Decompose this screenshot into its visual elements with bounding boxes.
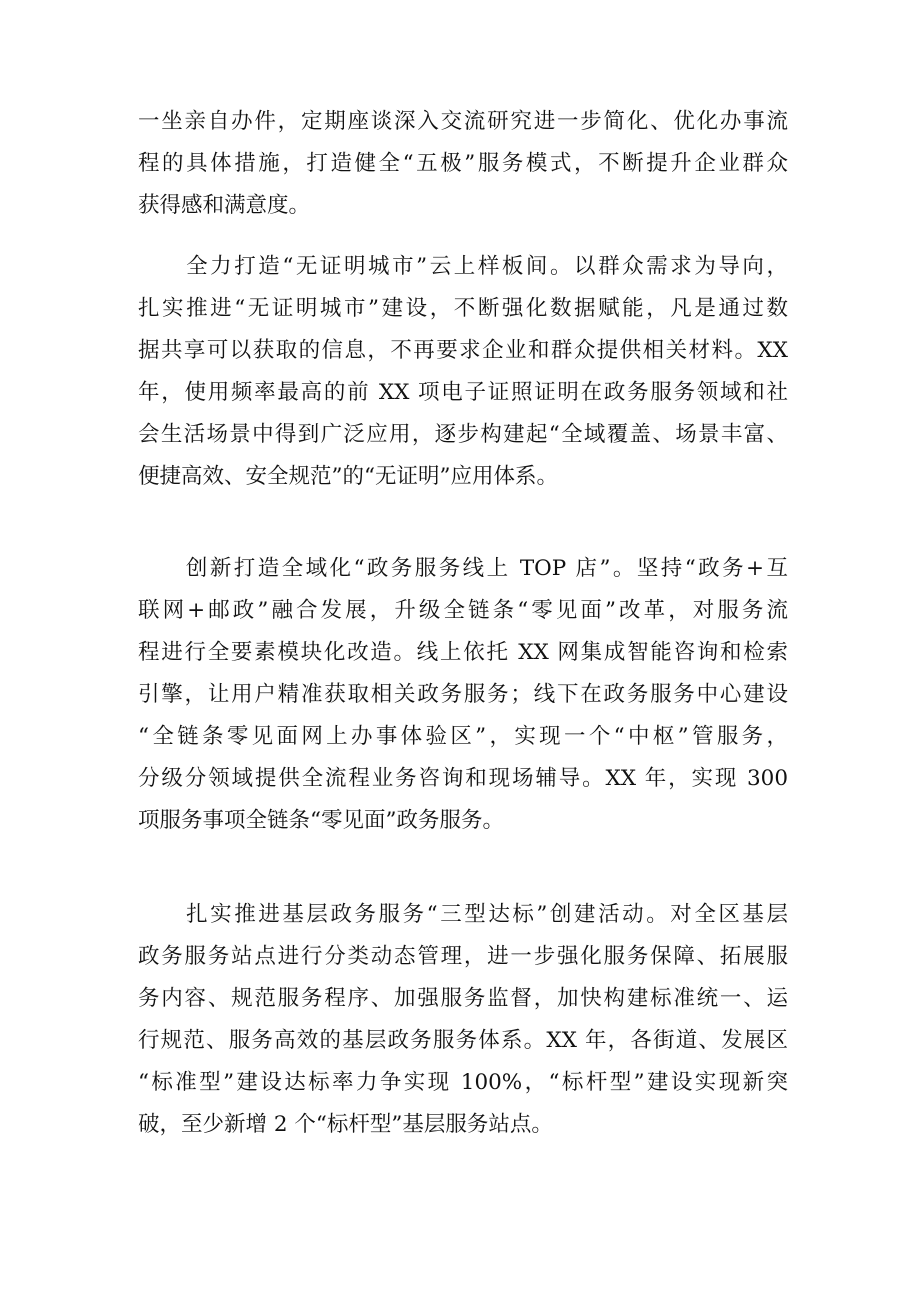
paragraph-line: 扎实推进“无证明城市”建设，不断强化数据赋能，凡是通过数 (138, 296, 788, 321)
paragraph-line: 程进行全要素模块化改造。线上依托 XX 网集成智能咨询和检索 (138, 640, 788, 665)
paragraph-line: 全力打造“无证明城市”云上样板间。以群众需求为导向， (138, 254, 788, 279)
paragraph-line: “标准型”建设达标率力争实现 100%，“标杆型”建设实现新突 (138, 1070, 788, 1095)
paragraph-line: 破，至少新增 2 个“标杆型”基层服务站点。 (138, 1112, 553, 1137)
paragraph-line: 引擎，让用户精准获取相关政务服务；线下在政务服务中心建设 (138, 682, 788, 707)
paragraph-line: 一坐亲自办件，定期座谈深入交流研究进一步简化、优化办事流 (138, 109, 788, 134)
paragraph-online-top-store (138, 548, 788, 842)
paragraph-line: 会生活场景中得到广泛应用，逐步构建起“全域覆盖、场景丰富、 (138, 422, 788, 447)
paragraph-line: 创新打造全域化“政务服务线上 TOP 店”。坚持“政务+互 (138, 556, 788, 581)
paragraph-line: 年，使用频率最高的前 XX 项电子证照证明在政务服务领域和社 (138, 380, 788, 405)
paragraph-line: 获得感和满意度。 (138, 193, 311, 218)
paragraph-line: 据共享可以获取的信息，不再要求企业和群众提供相关材料。XX (138, 338, 788, 363)
paragraph-grassroots-standards (138, 894, 788, 1146)
paragraph-line: 便捷高效、安全规范”的“无证明”应用体系。 (138, 464, 558, 489)
paragraph-intro-continuation (138, 101, 788, 227)
paragraph-line: 程的具体措施，打造健全“五极”服务模式，不断提升企业群众 (138, 151, 788, 176)
paragraph-line: 扎实推进基层政务服务“三型达标”创建活动。对全区基层 (138, 902, 788, 927)
paragraph-line: 行规范、服务高效的基层政务服务体系。XX 年，各街道、发展区 (138, 1028, 788, 1053)
paragraph-no-certificate-city (138, 246, 788, 498)
paragraph-line: 联网+邮政”融合发展，升级全链条“零见面”改革，对服务流 (138, 598, 788, 623)
paragraph-line: 分级分领域提供全流程业务咨询和现场辅导。XX 年，实现 300 (138, 766, 788, 791)
paragraph-line: 项服务事项全链条“零见面”政务服务。 (138, 808, 504, 833)
paragraph-line: 务内容、规范服务程序、加强服务监督，加快构建标准统一、运 (138, 986, 788, 1011)
paragraph-line: 政务服务站点进行分类动态管理，进一步强化服务保障、拓展服 (138, 944, 788, 969)
paragraph-line: “全链条零见面网上办事体验区”，实现一个“中枢”管服务， (138, 724, 788, 749)
